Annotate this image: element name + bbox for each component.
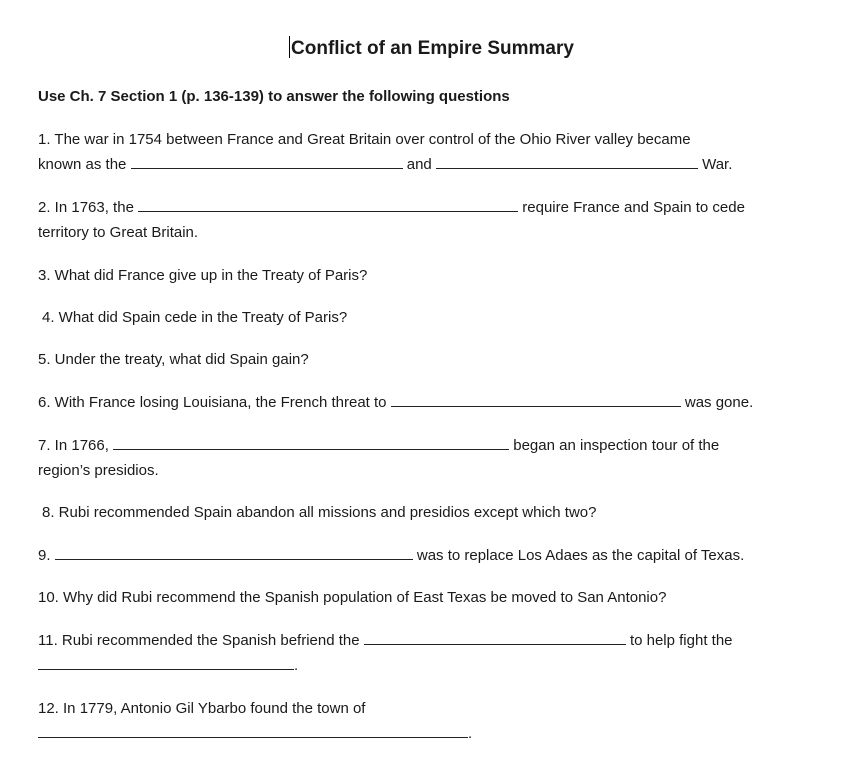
question-3-text: 3. What did France give up in the Treaty of Paris? xyxy=(38,267,368,284)
answer-blank-1b[interactable] xyxy=(436,153,698,169)
question-6 xyxy=(38,390,828,415)
question-7-line-2 xyxy=(38,458,828,483)
question-10-text: 10. Why did Rubi recommend the Spanish population of East Texas be moved to San Antonio? xyxy=(38,589,667,606)
question-11-text: 11. Rubi recommended the Spanish befriend the xyxy=(38,632,360,649)
question-12-text-2: . xyxy=(468,725,473,742)
question-2-text: 2. In 1763, the xyxy=(38,199,134,216)
question-12-text: 12. In 1779, Antonio Gil Ybarbo found the town of xyxy=(38,700,366,717)
question-4-text: 4. What did Spain cede in the Treaty of Paris? xyxy=(42,309,348,326)
question-6-text: 6. With France losing Louisiana, the French threat to xyxy=(38,394,387,411)
question-2-text-3: territory to Great Britain. xyxy=(38,224,199,241)
question-3 xyxy=(38,263,828,288)
question-1-line-2 xyxy=(38,152,828,177)
question-1-text: 1. The war in 1754 between France and Great Britain over control of the Ohio River valley became xyxy=(38,131,691,148)
question-1-text-3: and xyxy=(406,156,432,173)
question-1-text-4: War. xyxy=(702,156,733,173)
question-9-text-2: was to replace Los Adaes as the capital of Texas. xyxy=(416,547,745,564)
question-7-text-3: region’s presidios. xyxy=(38,462,159,479)
answer-blank-12[interactable] xyxy=(38,722,468,738)
question-2-line-1 xyxy=(38,195,828,220)
question-5-text: 5. Under the treaty, what did Spain gain? xyxy=(38,351,309,368)
question-6-text-2: was gone. xyxy=(684,394,754,411)
instructions: Use Ch. 7 Section 1 (p. 136-139) to answer the following questions xyxy=(38,88,510,105)
answer-blank-7[interactable] xyxy=(113,434,509,450)
question-2-line-2 xyxy=(38,220,828,245)
question-10 xyxy=(38,585,828,610)
page-title xyxy=(0,36,863,62)
question-8 xyxy=(38,500,832,525)
question-7-text: 7. In 1766, xyxy=(38,437,109,454)
answer-blank-2[interactable] xyxy=(138,196,518,212)
question-12-line-1 xyxy=(38,696,828,721)
answer-blank-9[interactable] xyxy=(55,544,413,560)
question-1-text-2: known as the xyxy=(38,156,127,173)
question-11-line-1 xyxy=(38,628,828,653)
answer-blank-1a[interactable] xyxy=(131,153,403,169)
question-9-text: 9. xyxy=(38,547,51,564)
question-5 xyxy=(38,347,828,372)
question-9 xyxy=(38,543,828,568)
question-7-line-1 xyxy=(38,433,828,458)
question-11-text-2: to help fight the xyxy=(629,632,733,649)
question-8-text: 8. Rubi recommended Spain abandon all missions and presidios except which two? xyxy=(42,504,597,521)
answer-blank-11b[interactable] xyxy=(38,654,294,670)
answer-blank-11a[interactable] xyxy=(364,629,626,645)
text-cursor xyxy=(289,36,290,58)
question-11-text-3: . xyxy=(294,657,299,674)
question-2-text-2: require France and Spain to cede xyxy=(522,199,745,216)
page-title-text: Conflict of an Empire Summary xyxy=(291,38,574,59)
question-12-line-2 xyxy=(38,721,828,746)
question-4 xyxy=(38,305,832,330)
question-7-text-2: began an inspection tour of the xyxy=(513,437,720,454)
question-1-line-1 xyxy=(38,127,828,152)
answer-blank-6[interactable] xyxy=(391,391,681,407)
question-11-line-2 xyxy=(38,653,828,678)
